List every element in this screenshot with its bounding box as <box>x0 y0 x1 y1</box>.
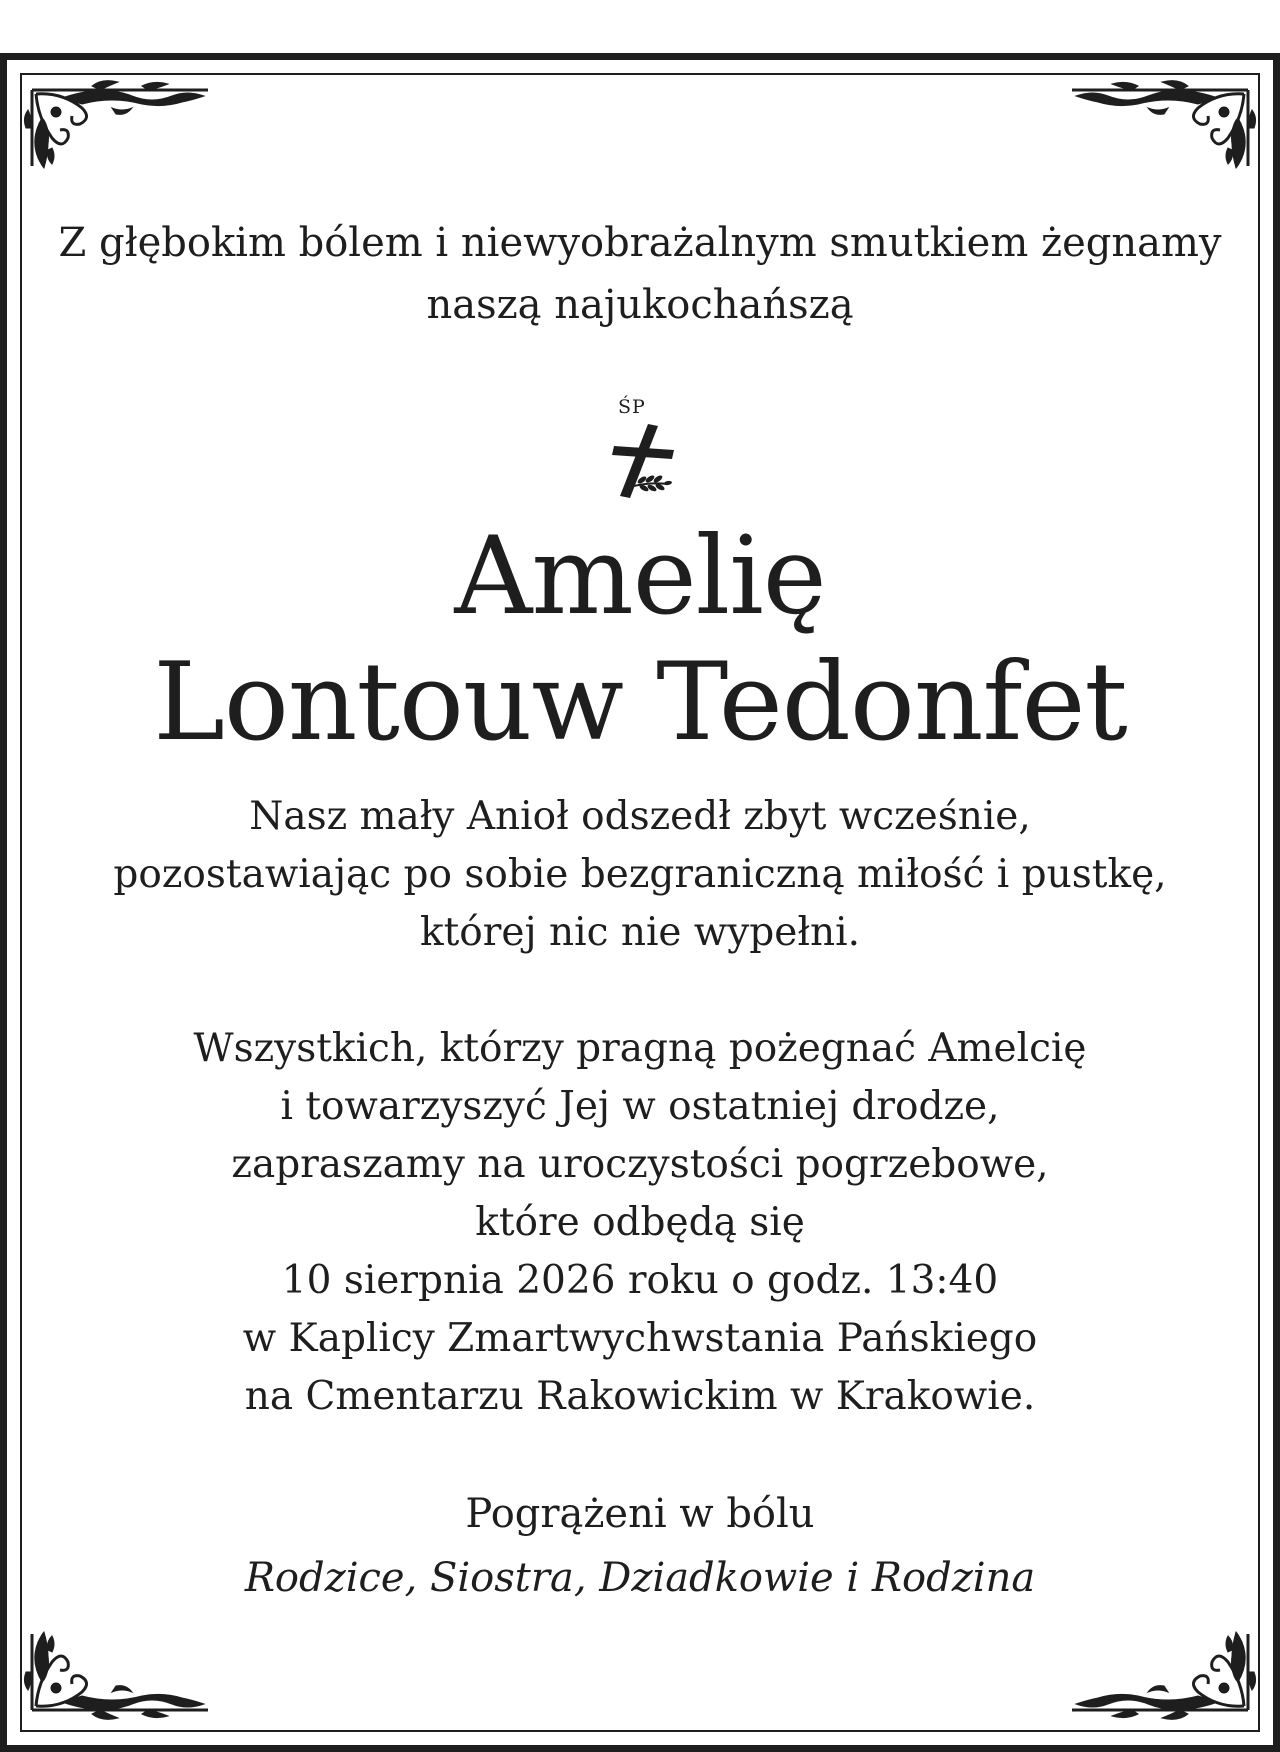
floral-corner-ornament-icon <box>22 78 212 170</box>
invitation-line: Wszystkich, którzy pragną pożegnać Amelcię <box>193 1026 1087 1071</box>
floral-corner-ornament-icon <box>1068 78 1258 170</box>
invitation-line: zapraszamy na uroczystości pogrzebowe, <box>231 1142 1049 1187</box>
invitation-line: i towarzyszyć Jej w ostatniej drodze, <box>280 1084 1000 1129</box>
sp-label: ŚP <box>618 396 646 418</box>
memorial-symbol <box>590 396 690 506</box>
deceased-name <box>30 514 1250 766</box>
name-line: Lontouw Tedonfet <box>153 640 1127 765</box>
intro-line: naszą najukochańszą <box>426 282 854 328</box>
tribute-line: Nasz mały Anioł odszedł zbyt wcześnie, <box>249 794 1031 839</box>
invitation-line: które odbędą się <box>475 1200 805 1245</box>
invitation-line: 10 sierpnia 2026 roku o godz. 13:40 <box>281 1258 999 1303</box>
obituary-content <box>30 212 1250 1610</box>
tribute-line: pozostawiając po sobie bezgraniczną miłość i pustkę, <box>113 852 1167 897</box>
cross-with-laurel-icon <box>590 406 690 506</box>
intro-line: Z głębokim bólem i niewyobrażalnym smutkiem żegnamy <box>58 220 1222 266</box>
family-signature: Rodzice, Siostra, Dziadkowie i Rodzina <box>244 1555 1036 1601</box>
mourners-label: Pogrążeni w bólu <box>465 1491 815 1537</box>
name-line: Amelię <box>454 514 826 639</box>
tribute-text <box>30 788 1250 962</box>
invitation-line: w Kaplicy Zmartwychwstania Pańskiego <box>242 1316 1038 1361</box>
floral-corner-ornament-icon <box>1068 1630 1258 1722</box>
floral-corner-ornament-icon <box>22 1630 212 1722</box>
tribute-line: której nic nie wypełni. <box>420 910 860 955</box>
intro-text <box>30 212 1250 336</box>
invitation-line: na Cmentarzu Rakowickim w Krakowie. <box>244 1374 1036 1419</box>
funeral-invitation <box>30 1020 1250 1426</box>
